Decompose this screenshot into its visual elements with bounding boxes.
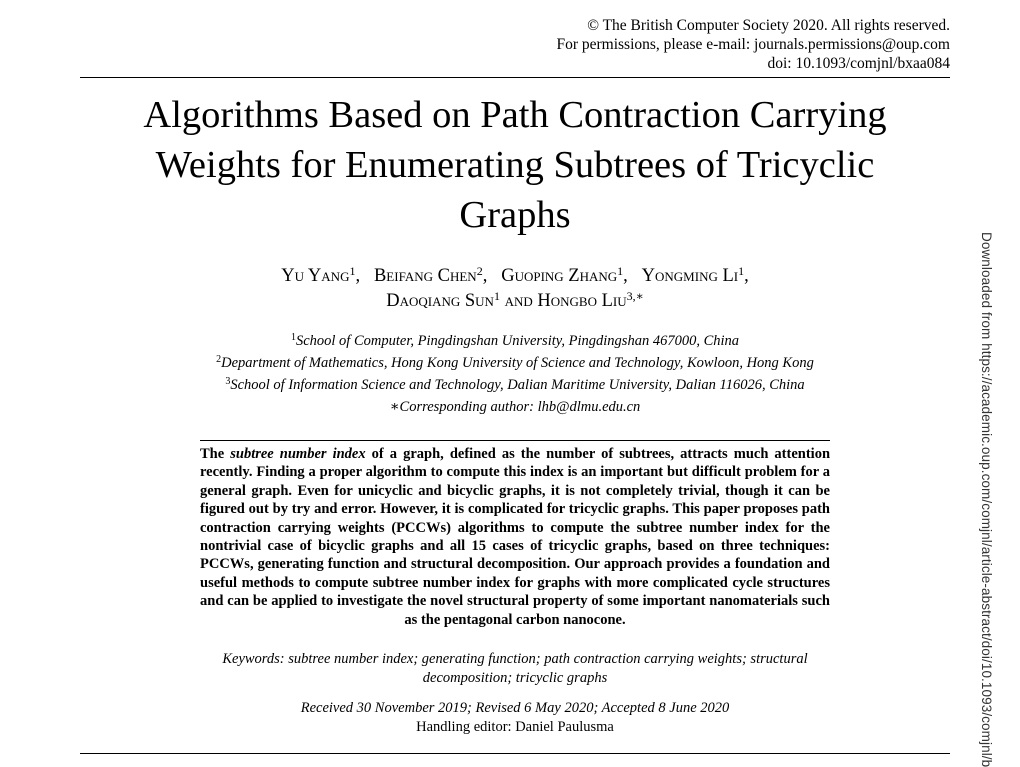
abstract-term: subtree number index (230, 446, 366, 462)
journal-header (556, 16, 950, 73)
abstract-rule (200, 440, 830, 441)
author-line-1: Yu Yang$^1$, Beifang Chen$^2$, Guoping Zhang$^1$, Yongming Li$^1$, (281, 264, 749, 286)
author-list (130, 264, 900, 314)
affiliation-1: $^1$School of Computer, Pingdingshan University, Pingdingshan 467000, China (290, 332, 740, 349)
received-dates: Received 30 November 2019; Revised 6 May 2020; Accepted 8 June 2020 (300, 700, 730, 716)
handling-editor: Handling editor: Daniel Paulusma (416, 719, 614, 735)
author-yang: Yu Yang$^1$ (281, 264, 356, 286)
corresponding-author: ∗Corresponding author: lhb@dlmu.edu.cn (389, 399, 641, 415)
top-rule (80, 77, 950, 78)
author-sun: Daoqiang Sun$^1$ (386, 289, 500, 311)
author-conjunction: and (504, 291, 533, 311)
author-zhang: Guoping Zhang$^1$ (501, 264, 624, 286)
download-watermark: Downloaded from https://academic.oup.com/comjnl/article-abstract/doi/10.1093/comjnl/b (979, 232, 994, 767)
keywords: Keywords: subtree number index; generating function; path contraction carrying weights; structural decomposition; tricyclic graphs (222, 651, 808, 686)
copyright-line: © The British Computer Society 2020. All rights reserved. (587, 17, 950, 34)
author-li: Yongming Li$^1$ (641, 264, 745, 286)
paper-title: Algorithms Based on Path Contraction Carrying Weights for Enumerating Subtrees of Tricyclic Graphs (143, 94, 887, 236)
affiliations (130, 330, 900, 418)
affiliation-2: $^2$Department of Mathematics, Hong Kong University of Science and Technology, Kowloon, Hong Kong (216, 354, 814, 371)
bottom-rule (80, 753, 950, 754)
doi-line: doi: 10.1093/comjnl/bxaa084 (767, 55, 950, 72)
author-chen: Beifang Chen$^2$ (373, 264, 483, 286)
abstract: The subtree number index of a graph, defined as the number of subtrees, attracts much attention recently. Finding a proper algorithm to compute this index is an important but difficult problem for a general graph. Even for unicyclic and bicyclic graphs, it is not completely trivial, though it can be figured out by try and error. However, it is complicated for tricyclic graphs. This paper proposes path contraction carrying weights (PCCWs) algorithms to compute the subtree number index for the nontrivial case of bicyclic graphs and all 15 cases of tricyclic graphs, based on three techniques: PCCWs, generating function and structural decomposition. Our approach provides a foundation and useful methods to compute subtree number index for graphs with more complicated cycle structures and can be applied to investigate the novel structural property of some important nanomaterials such as the pentagonal carbon nanocone. (200, 446, 831, 628)
author-line-2 (130, 289, 900, 314)
author-liu: Hongbo Liu$^{3,∗}$ (537, 289, 644, 311)
affiliation-3: $^3$School of Information Science and Technology, Dalian Maritime University, Dalian 116026, China (225, 376, 805, 393)
permissions-line: For permissions, please e-mail: journals.permissions@oup.com (556, 36, 950, 53)
